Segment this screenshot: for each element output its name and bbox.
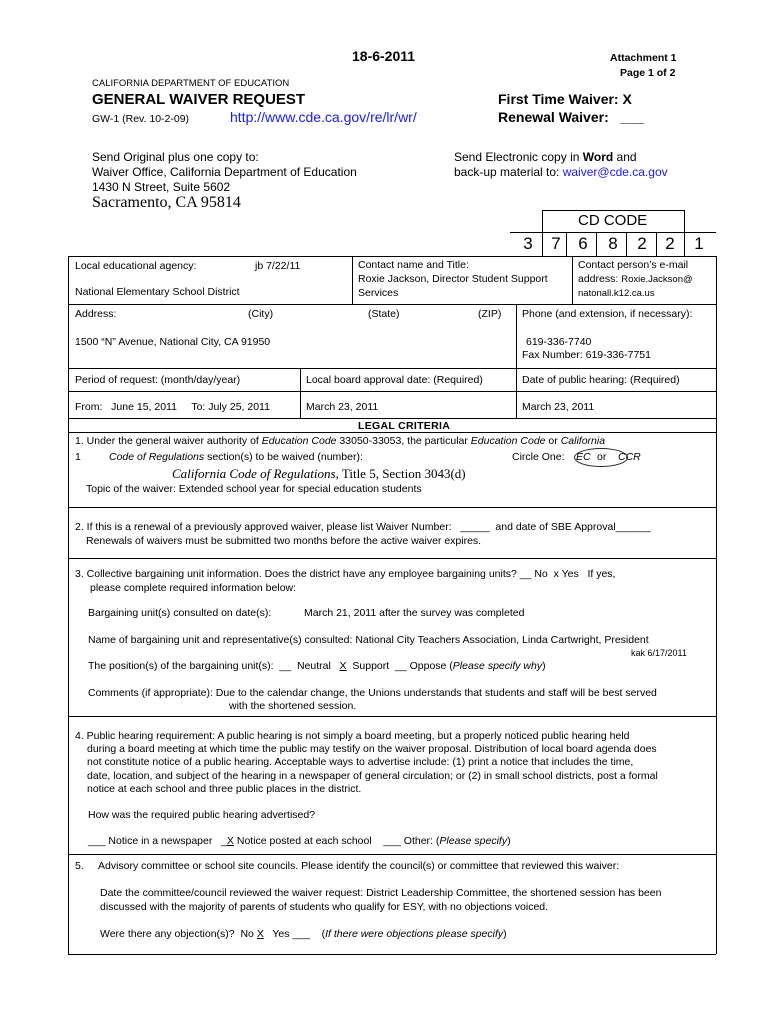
committee-line: Date the committee/council reviewed the waiver request: District Leadership Committee, the shortened session has been (100, 887, 662, 899)
send-original-line: Send Original plus one copy to: (92, 150, 259, 164)
section-value (172, 466, 466, 482)
backup-email-link[interactable]: waiver@cde.ca.gov (562, 165, 668, 179)
contact-label: Contact name and Title: (358, 259, 469, 271)
phone-value: 619-336-7740 (526, 336, 592, 348)
ccr-option: CCR (618, 451, 641, 463)
objections-no: Were there any objection(s)? No (100, 928, 257, 940)
street-line: 1430 N Street, Suite 5602 (92, 180, 231, 194)
comments-line2: with the shortened session. (229, 700, 357, 712)
cd-code-digit: 7 (551, 234, 561, 253)
send-original-block (92, 150, 357, 195)
s4-line: during a board meeting at which time the public may testify on the waiver proposal. Distribution of local board agenda does (87, 743, 657, 756)
option-posted: Notice posted at each school ___ Other: ( (233, 835, 440, 847)
renewal-waiver-label: Renewal Waiver: (498, 109, 609, 125)
ec-option: EC (576, 451, 591, 463)
no-objection-mark: X (256, 928, 264, 940)
cd-code-digit: 2 (665, 234, 675, 253)
email-label-cont: address: (578, 273, 619, 285)
bargaining-position (88, 660, 546, 672)
ccr-title: California Code of Regulations (172, 466, 336, 481)
contact-value-cont: Services (358, 287, 399, 299)
agency-note: jb 7/22/11 (255, 260, 301, 272)
cd-code-digit: 6 (578, 234, 588, 253)
options-close: ) (507, 835, 511, 847)
position-neutral: The position(s) of the bargaining unit(s): __ Neutral (88, 660, 340, 672)
objections-line (100, 928, 507, 940)
cd-code-digit: 3 (523, 234, 533, 253)
send-electronic-block (454, 150, 668, 180)
section-5-num: 5. (75, 860, 84, 872)
period-value: From: June 15, 2011 To: July 25, 2011 (75, 401, 270, 413)
first-time-waiver: First Time Waiver: X (498, 91, 632, 107)
s4-line: 4. Public hearing requirement: A public hearing is not simply a board meeting, but a properly noticed public hearing held (75, 730, 630, 742)
section-5-line1: Advisory committee or school site councils. Please identify the council(s) or committee that reviewed this waiver: (98, 860, 620, 872)
consulted-value: March 21, 2011 after the survey was completed (304, 607, 525, 619)
document-date: 18-6-2011 (352, 48, 416, 64)
address-label: Address: (75, 308, 117, 320)
board-approval-value: March 23, 2011 (306, 401, 379, 413)
city-label: (City) (248, 308, 274, 320)
position-support: Support __ Oppose ( (346, 660, 453, 672)
circle-one-label: Circle One: (512, 451, 565, 463)
s1-regulations: Code of Regulations (109, 451, 205, 463)
legal-criteria-heading: LEGAL CRITERIA (358, 420, 451, 432)
phone-label: Phone (and extension, if necessary): (522, 308, 693, 320)
position-close: ) (542, 660, 546, 672)
agency-label: Local educational agency: (75, 260, 197, 272)
objections-specify: If there were objections please specify (325, 928, 504, 940)
page-label: Page 1 of 2 (620, 67, 676, 79)
department-name: CALIFORNIA DEPARTMENT OF EDUCATION (92, 78, 290, 89)
agency-value: National Elementary School District (75, 286, 240, 298)
hearing-question: How was the required public hearing advertised? (88, 809, 316, 821)
cd-code-digit: 2 (637, 234, 647, 253)
section-2-line1: 2. If this is a renewal of a previously approved waiver, please list Waiver Number: _____ and date of SBE Approval______ (75, 521, 651, 533)
hearing-date-label: Date of public hearing: (Required) (522, 374, 680, 386)
section-4-text (75, 730, 658, 796)
section-3-line2: please complete required information below: (90, 582, 297, 594)
attachment-label: Attachment 1 (610, 52, 677, 64)
section-1-line1 (75, 435, 605, 447)
option-newspaper: ___ Notice in a newspaper _ (88, 835, 227, 847)
period-label: Period of request: (month/day/year) (75, 374, 241, 386)
hearing-options (88, 835, 511, 847)
s4-line: notice at each school and three public places in the district. (87, 782, 362, 795)
s1-text-c: 33050-33053, the particular (336, 435, 471, 447)
s1-text-a: 1. Under the general waiver authority of (75, 435, 262, 447)
posted-mark: X (226, 835, 234, 847)
backup-text: back-up material to: (454, 165, 563, 179)
board-approval-label: Local board approval date: (Required) (306, 374, 483, 386)
address-value: 1500 “N” Avenue, National City, CA 91950 (75, 336, 271, 348)
ccr-circle-mark (574, 448, 628, 467)
send-electronic-text: Send Electronic copy in (454, 150, 583, 164)
email-value-cont: natonall.k12.ca.us (578, 288, 655, 299)
zip-label: (ZIP) (478, 308, 502, 320)
cd-code-digit: 8 (608, 234, 618, 253)
s1-text-section: section(s) to be waived (number): (204, 451, 363, 463)
word-format: Word (582, 150, 614, 164)
section-1-line2 (109, 451, 363, 463)
bargaining-note: kak 6/17/2011 (631, 648, 687, 658)
waiver-url-link[interactable]: http://www.cde.ca.gov/re/lr/wr/ (230, 109, 417, 125)
s1-education-code-2: Education Code (470, 435, 546, 447)
waiver-topic: Topic of the waiver: Extended school year for special education students (86, 483, 422, 495)
email-label: Contact person’s e-mail (578, 259, 689, 271)
form-number: GW-1 (Rev. 10-2-09) (92, 113, 190, 125)
send-electronic-and: and (613, 150, 637, 164)
fax-value: Fax Number: 619-336-7751 (522, 349, 651, 361)
comments-line1: Comments (if appropriate): Due to the calendar change, the Unions understands that students and staff will be best served (88, 687, 657, 699)
renewal-waiver (498, 109, 644, 125)
city-line: Sacramento, CA 95814 (92, 194, 241, 211)
state-label: (State) (368, 308, 400, 320)
objections-close: ) (503, 928, 507, 940)
cd-code-label: CD CODE (578, 212, 648, 229)
s1-text-e: or (545, 435, 561, 447)
or-text: or (597, 451, 607, 463)
s4-line: not constitute notice of a public hearing. Acceptable ways to advertise include: (1) print a notice that includes the time, (87, 756, 634, 769)
section-3-line1: 3. Collective bargaining unit information. Does the district have any employee bargaining units? __ No x Yes If yes, (75, 568, 616, 580)
cd-code-digit: 1 (694, 234, 704, 253)
committee-line: discussed with the majority of parents of students who qualify for ESY, with no objections voiced. (100, 901, 549, 913)
specify-why: Please specify why (452, 660, 543, 672)
objections-yes: Yes ___ ( (263, 928, 326, 940)
specify-other: Please specify (439, 835, 508, 847)
section-2-line2: Renewals of waivers must be submitted two months before the active waiver expires. (86, 535, 482, 547)
contact-value: Roxie Jackson, Director Student Support (358, 273, 548, 285)
email-value: Roxie.Jackson@ (621, 274, 693, 285)
support-mark: X (339, 660, 347, 672)
waiver-office-line: Waiver Office, California Department of Education (92, 165, 357, 179)
section-number: , Title 5, Section 3043(d) (335, 466, 466, 481)
hearing-date-value: March 23, 2011 (522, 401, 595, 413)
s4-line: date, location, and subject of the hearing in a newspaper of general circulation; or (2) in small school districts, post a formal (87, 769, 658, 782)
s1-education-code: Education Code (261, 435, 337, 447)
consulted-label: Bargaining unit(s) consulted on date(s): (88, 607, 272, 619)
section-1-num: 1 (75, 451, 81, 463)
committee-date (100, 886, 661, 914)
form-title: GENERAL WAIVER REQUEST (92, 91, 306, 108)
renewal-waiver-blank: ___ (620, 109, 644, 125)
email-block (578, 258, 693, 301)
s1-california: California (560, 435, 606, 447)
bargaining-unit-name: Name of bargaining unit and representative(s) consulted: National City Teachers Association, Linda Cartwright, President (88, 634, 649, 646)
contact-block (358, 258, 548, 300)
